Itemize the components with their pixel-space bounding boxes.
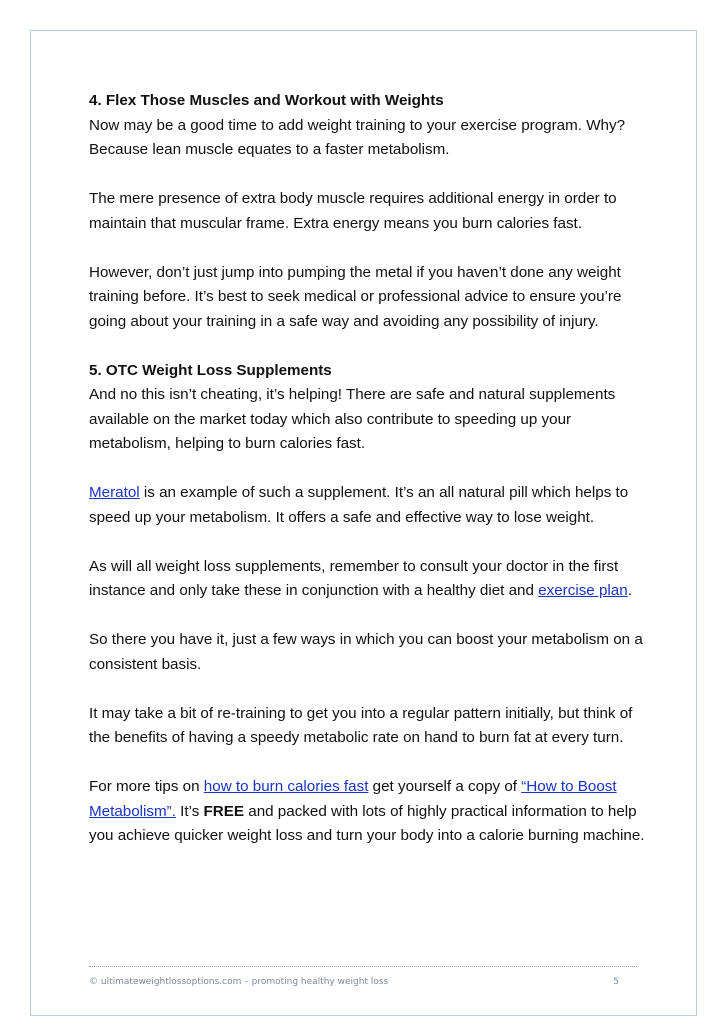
consult-text: As will all weight loss supplements, remember to consult your doctor in the first instance and only take these in conjunction with a healthy diet and <box>89 557 619 599</box>
section-4-paragraph-3: However, don’t just jump into pumping the metal if you haven’t done any weight training before. It’s best to seek medical or professional advice to ensure you’re going about your training in a safe way and avoiding any possibility of injury. <box>89 263 622 330</box>
meratol-text: is an example of such a supplement. It’s an all natural pill which helps to speed up your metabolism. It offers a safe and effective way to lose weight. <box>89 484 629 526</box>
meratol-paragraph <box>89 481 649 530</box>
tips-suffix: and packed with lots of highly practical information to help you achieve quicker weight loss and turn your body into a calorie burning machine. <box>89 802 645 844</box>
section-5-paragraph-1: And no this isn’t cheating, it’s helping! There are safe and natural supplements available on the market today which also contribute to speeding up your metabolism, helping to burn calories fast. <box>89 386 616 452</box>
section-4-paragraph-2: The mere presence of extra body muscle requires additional energy in order to maintain that muscular frame. Extra energy means you burn calories fast. <box>89 190 617 232</box>
tips-paragraph <box>89 775 649 849</box>
tips-after-book: It’s <box>175 802 204 820</box>
burn-calories-link[interactable]: how to burn calories fast <box>203 778 369 795</box>
closing-paragraph-1: So there you have it, just a few ways in which you can boost your metabolism on a consistent basis. <box>89 631 643 673</box>
tips-prefix: For more tips on <box>89 778 204 795</box>
section-4-paragraph-1: Now may be a good time to add weight training to your exercise program. Why? Because lean muscle equates to a faster metabolism. <box>89 116 626 158</box>
boost-metabolism-book-link[interactable]: “How to Boost Metabolism”. <box>89 778 617 820</box>
tips-middle: get yourself a copy of <box>368 778 522 795</box>
footer-divider <box>89 966 637 967</box>
consult-end: . <box>627 582 632 599</box>
closing-paragraph-2: It may take a bit of re-training to get you into a regular pattern initially, but think of the benefits of having a speedy metabolic rate on hand to burn fat at every turn. <box>89 704 633 746</box>
meratol-link[interactable]: Meratol <box>89 484 140 501</box>
page-number: 5 <box>613 977 619 987</box>
section-5-heading: 5. OTC Weight Loss Supplements <box>89 361 332 379</box>
document-body <box>89 89 649 873</box>
consult-paragraph <box>89 555 649 604</box>
exercise-plan-link[interactable]: exercise plan <box>538 582 628 599</box>
section-4-heading: 4. Flex Those Muscles and Workout with Weights <box>89 92 444 109</box>
free-emphasis: FREE <box>203 802 245 820</box>
footer-copyright: © ultimateweightlossoptions.com – promoting healthy weight loss <box>89 977 389 987</box>
page-footer <box>89 977 637 987</box>
